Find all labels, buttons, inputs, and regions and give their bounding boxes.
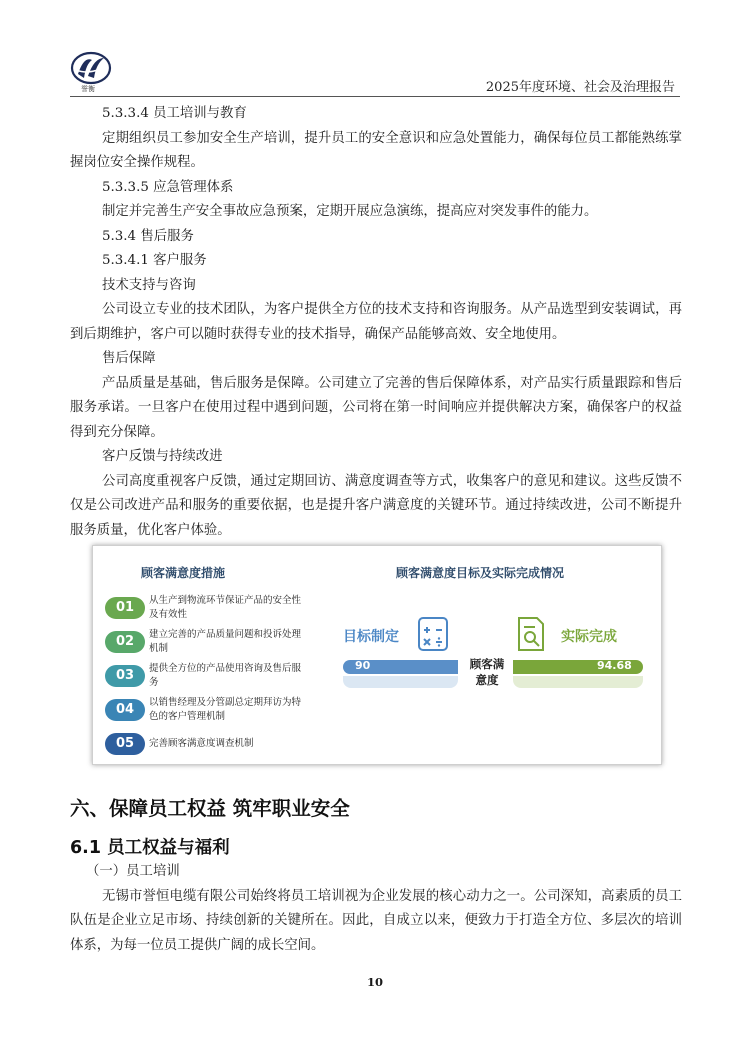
- calculator-icon: [417, 616, 449, 652]
- figure-left-title: 顾客满意度措施: [141, 566, 226, 580]
- actual-bar-shadow: [513, 676, 643, 688]
- satisfaction-figure: [92, 545, 662, 765]
- section-title: 5.3.3.4 员工培训与教育: [102, 106, 247, 121]
- measure-text: 从生产到物流环节保证产品的安全性及有效性: [149, 595, 302, 620]
- measure-text: 建立完善的产品质量问题和投诉处理机制: [149, 629, 302, 654]
- target-value: 90: [355, 659, 371, 672]
- target-block: [343, 606, 463, 656]
- satisfaction-bars: [343, 657, 643, 694]
- target-bar: [343, 660, 458, 674]
- section-title: 5.3.4 售后服务: [102, 228, 194, 244]
- measure-text: 以销售经理及分管副总定期拜访为特色的客户管理机制: [149, 697, 302, 722]
- target-label: 目标制定: [343, 629, 399, 645]
- logo-mark-icon: [70, 50, 112, 86]
- actual-label: 实际完成: [561, 629, 617, 645]
- chapter-heading: 六、保障员工权益 筑牢职业安全: [70, 797, 350, 820]
- header-divider: [70, 96, 680, 97]
- center-label: 顾客满意度: [469, 657, 505, 687]
- measure-item: [105, 662, 345, 692]
- measure-item: [105, 628, 345, 658]
- paragraph: 定期组织员工参加安全生产培训，提升员工的安全意识和应急处置能力，确保每位员工都能熟练掌握岗位安全操作规程。: [70, 130, 682, 170]
- figure-right-title: 顾客满意度目标及实际完成情况: [396, 566, 565, 580]
- paragraph: 无锡市誉恒电缆有限公司始终将员工培训视为企业发展的核心动力之一。公司深知，高素质的员工队伍是企业立足市场、持续创新的关键所在。因此，自成立以来，便致力于打造全方位、多层次的培训体系，为每一位员工提供广阔的成长空间。: [70, 888, 682, 953]
- paragraph: 公司设立专业的技术团队，为客户提供全方位的技术支持和咨询服务。从产品选型到安装调试，再到后期维护，客户可以随时获得专业的技术指导，确保产品能够高效、安全地使用。: [70, 302, 682, 342]
- main-content: [70, 102, 682, 543]
- paragraph: 产品质量是基础，售后服务是保障。公司建立了完善的售后保障体系，对产品实行质量跟踪和售后服务承诺。一旦客户在使用过程中遇到问题，公司将在第一时间响应并提供解决方案，确保客户的权益得到充分保障。: [70, 375, 682, 440]
- measure-item: [105, 594, 345, 624]
- paragraph: 制定并完善生产安全事故应急预案，定期开展应急演练，提高应对突发事件的能力。: [102, 204, 598, 219]
- report-title: 2025年度环境、社会及治理报告: [485, 80, 675, 95]
- subsection-title: 客户反馈与持续改进: [102, 449, 223, 464]
- target-bar-shadow: [343, 676, 458, 688]
- measure-number: 05: [105, 733, 145, 755]
- measure-item: [105, 730, 345, 760]
- measure-text: 完善顾客满意度调查机制: [149, 738, 254, 749]
- actual-value: 94.68: [597, 659, 632, 672]
- measure-number: 01: [105, 597, 145, 619]
- chapter-content: [70, 860, 682, 958]
- measure-text: 提供全方位的产品使用咨询及售后服务: [149, 663, 302, 688]
- measure-number: 03: [105, 665, 145, 687]
- subsection-title: 售后保障: [102, 351, 156, 366]
- page-number: 10: [366, 975, 383, 989]
- logo-text: 誉衡: [81, 85, 95, 93]
- actual-block: [515, 606, 645, 656]
- subsection-title: 技术支持与咨询: [102, 277, 196, 293]
- section-title: 5.3.3.5 应急管理体系: [102, 179, 234, 195]
- document-search-icon: [515, 616, 547, 652]
- section-heading: 6.1 员工权益与福利: [70, 838, 230, 858]
- subsection-title: （一）员工培训: [86, 864, 180, 879]
- section-title: 5.3.4.1 客户服务: [102, 253, 207, 268]
- measure-number: 04: [105, 699, 145, 721]
- measure-item: [105, 696, 345, 726]
- paragraph: 公司高度重视客户反馈，通过定期回访、满意度调查等方式，收集客户的意见和建议。这些反馈不仅是公司改进产品和服务的重要依据，也是提升客户满意度的关键环节。通过持续改进，公司不断提升服务质量，优化客户体验。: [70, 473, 682, 538]
- actual-bar: [513, 660, 643, 674]
- measure-number: 02: [105, 631, 145, 653]
